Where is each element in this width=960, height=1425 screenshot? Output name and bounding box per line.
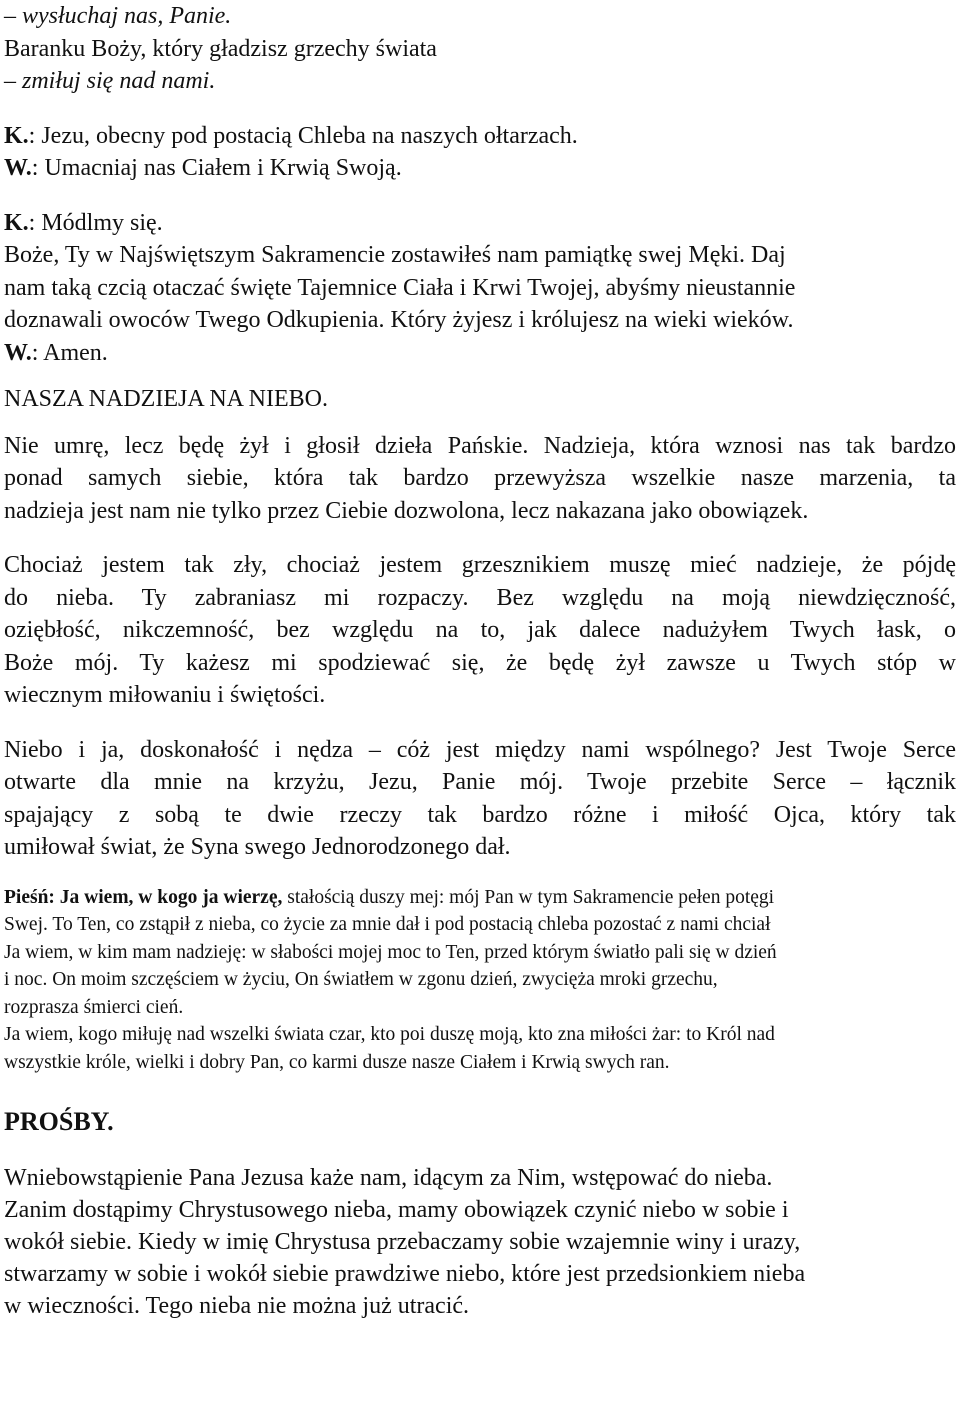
- petitions-text: [4, 1162, 956, 1322]
- speaker-label: W.: [4, 339, 32, 366]
- paragraph-line: Zanim dostąpimy Chrystusowego nieba, mamy obowiązek czynić niebo w sobie i: [4, 1197, 789, 1223]
- song-title: Pieśń: Ja wiem, w kogo ja wierzę,: [4, 886, 283, 908]
- prayer-k-line: [4, 207, 956, 240]
- paragraph-line: stwarzamy w sobie i wokół siebie prawdziwe niebo, które jest przedsionkiem nieba: [4, 1261, 806, 1287]
- speaker-label: K.: [4, 209, 29, 236]
- paragraph-line: w wieczności. Tego nieba nie można już utracić.: [4, 1293, 470, 1319]
- document-page: [4, 0, 956, 1322]
- prayer-block: [4, 207, 956, 370]
- song-block: [4, 884, 956, 1077]
- response-text: : Amen.: [31, 339, 108, 366]
- song-line: rozprasza śmierci cień.: [4, 996, 184, 1018]
- litany-response-line: – wysłuchaj nas, Panie.: [4, 3, 232, 29]
- litany-invocation-line: Baranku Boży, który gładzisz grzechy świata: [4, 35, 437, 62]
- versicle-text: : Jezu, obecny pod postacią Chleba na naszych ołtarzach.: [28, 122, 578, 149]
- paragraph: [4, 734, 956, 864]
- prayer-intro: : Módlmy się.: [28, 209, 163, 236]
- paragraph-line: otwarte dla mnie na krzyżu, Jezu, Panie mój. Twoje przebite Serce – łącznik: [4, 769, 956, 795]
- paragraph-line: Niebo i ja, doskonałość i nędza – cóż jest między nami wspólnego? Jest Twoje Serce: [4, 736, 956, 763]
- song-line: Ja wiem, w kim mam nadzieję: w słabości mojej moc to Ten, przed którym światło pali się w dzień: [4, 941, 777, 963]
- paragraph-line: Nie umrę, lecz będę żył i głosił dzieła Pańskie. Nadzieja, która wznosi nas tak bardzo: [4, 432, 956, 459]
- paragraph-line: wokół siebie. Kiedy w imię Chrystusa przebaczamy sobie wzajemnie winy i urazy,: [4, 1229, 801, 1255]
- litany-response-line: – zmiłuj się nad nami.: [4, 68, 216, 94]
- paragraph-line: Boże mój. Ty każesz mi spodziewać się, że będę żył zawsze u Twych stóp w: [4, 649, 956, 676]
- response-text: : Umacniaj nas Ciałem i Krwią Swoją.: [31, 155, 402, 181]
- prayer-line: doznawali owoców Twego Odkupienia. Który żyjesz i królujesz na wieki wieków.: [4, 307, 794, 333]
- song-first-line: [4, 884, 956, 912]
- paragraph: [4, 549, 956, 712]
- paragraph-line: ponad samych siebie, która tak bardzo przewyższa wszelkie nasze marzenia, ta: [4, 465, 956, 491]
- versicle-k-line: [4, 120, 956, 153]
- song-text: stałością duszy mej: mój Pan w tym Sakramencie pełen potęgi: [282, 886, 775, 908]
- paragraph-line: Chociaż jestem tak zły, chociaż jestem grzesznikiem muszę mieć nadzieje, że pójdę: [4, 552, 956, 578]
- section-heading-petitions: PROŚBY.: [4, 1107, 114, 1136]
- song-line: i noc. On moim szczęściem w życiu, On światłem w zgonu dzień, zwycięża mroki grzechu,: [4, 969, 718, 990]
- paragraph-line: wiecznym miłowaniu i świętości.: [4, 682, 326, 708]
- song-line: Ja wiem, kogo miłuję nad wszelki świata czar, kto poi duszę moją, kto zna miłości żar: to Król nad: [4, 1024, 775, 1045]
- song-line: Swej. To Ten, co zstąpił z nieba, co życie za mnie dał i pod postacią chleba pozostać z nami chciał: [4, 914, 771, 935]
- song-line: wszystkie króle, wielki i dobry Pan, co karmi dusze nasze Ciałem i Krwią swych ran.: [4, 1051, 670, 1073]
- prayer-amen-line: [4, 337, 956, 370]
- paragraph-line: umiłował świat, że Syna swego Jednorodzonego dał.: [4, 834, 511, 860]
- paragraph: [4, 430, 956, 528]
- section-heading-hope: NASZA NADZIEJA NA NIEBO.: [4, 386, 328, 412]
- speaker-label: W.: [4, 155, 32, 181]
- versicle-block: [4, 120, 956, 185]
- prayer-line: Boże, Ty w Najświętszym Sakramencie zostawiłeś nam pamiątkę swej Męki. Daj: [4, 242, 786, 268]
- prayer-line: nam taką czcią otaczać święte Tajemnice Ciała i Krwi Twojej, abyśmy nieustannie: [4, 274, 796, 301]
- paragraph-line: Wniebowstąpienie Pana Jezusa każe nam, idącym za Nim, wstępować do nieba.: [4, 1165, 773, 1191]
- speaker-label: K.: [4, 122, 29, 149]
- litany-ending: [4, 0, 956, 98]
- paragraph-line: oziębłość, nikczemność, bez względu na to, jak dalece nadużyłem Twych łask, o: [4, 617, 956, 643]
- paragraph-line: nadzieja jest nam nie tylko przez Ciebie dozwolona, lecz nakazana jako obowiązek.: [4, 497, 809, 524]
- versicle-w-line: [4, 152, 956, 185]
- paragraph-line: do nieba. Ty zabraniasz mi rozpaczy. Bez względu na moją niewdzięczność,: [4, 584, 956, 611]
- paragraph-line: spajający z sobą te dwie rzeczy tak bardzo różne i miłość Ojca, który tak: [4, 801, 956, 828]
